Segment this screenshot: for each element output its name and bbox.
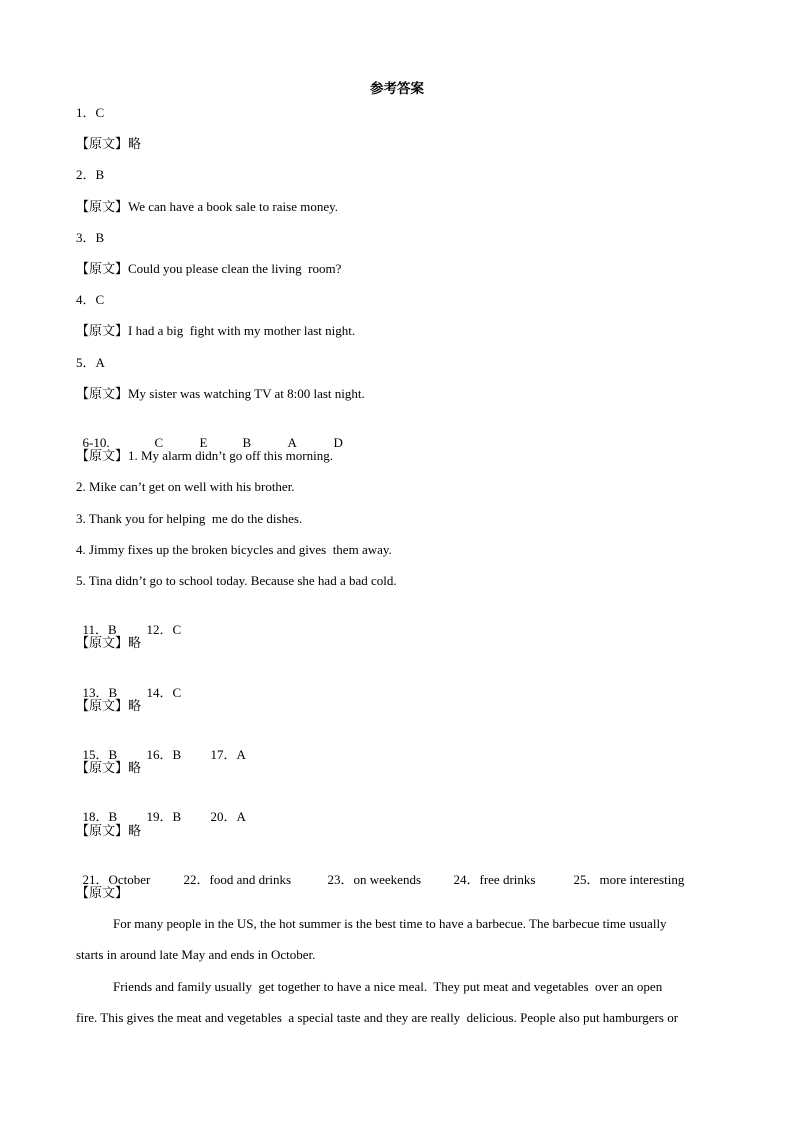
answer-item: D (333, 435, 343, 450)
transcript-line: 5. Tina didn’t go to school today. Because she had a bad cold. (76, 573, 397, 588)
transcript-line: 【原文】My sister was watching TV at 8:00 last night. (76, 386, 365, 401)
answer-item: 17．A (210, 747, 246, 762)
transcript-line: 【原文】略 (76, 635, 142, 650)
answer-item: C (154, 435, 164, 450)
answer-line: 2．B (76, 167, 105, 182)
transcript-line: 【原文】 (76, 885, 129, 900)
transcript-line: 【原文】1. My alarm didn’t go off this morning. (76, 448, 333, 463)
answer-line: 4．C (76, 292, 105, 307)
passage-line: starts in around late May and ends in October. (76, 947, 316, 962)
transcript-line: 【原文】略 (76, 760, 142, 775)
answer-line-15-17 (76, 728, 246, 762)
transcript-line: 【原文】略 (76, 136, 142, 151)
answer-item: B (242, 435, 252, 450)
transcript-line: 【原文】略 (76, 698, 142, 713)
answer-item: 12．C (146, 622, 182, 637)
answer-item: A (287, 435, 297, 450)
answer-line: 5．A (76, 355, 105, 370)
answer-item: 13．B (82, 685, 118, 700)
answer-item: 14．C (146, 685, 182, 700)
answer-item: 20．A (210, 809, 246, 824)
page-title: 参考答案 (370, 81, 424, 96)
passage-line: fire. This gives the meat and vegetables a special taste and they are really delicious. People also put hamburgers or (76, 1010, 679, 1025)
answer-item: 24．free drinks (453, 872, 536, 887)
answer-item: 19．B (146, 809, 182, 824)
answer-item: 18．B (82, 809, 118, 824)
answer-item: E (199, 435, 208, 450)
answer-item: 23．on weekends (327, 872, 422, 887)
answer-line: 1．C (76, 105, 105, 120)
answer-line-13-14 (76, 666, 182, 700)
answer-item: 21．October (82, 872, 151, 887)
answer-line-18-20 (76, 790, 246, 824)
answer-item: 15．B (82, 747, 118, 762)
transcript-line: 【原文】Could you please clean the living room? (76, 261, 342, 276)
transcript-line: 4. Jimmy fixes up the broken bicycles and gives them away. (76, 542, 392, 557)
answer-item: 11．B (82, 622, 117, 637)
transcript-line: 2. Mike can’t get on well with his brother. (76, 479, 295, 494)
answer-line: 3．B (76, 230, 105, 245)
transcript-line: 【原文】I had a big fight with my mother last night. (76, 323, 356, 338)
transcript-line: 3. Thank you for helping me do the dishes. (76, 511, 303, 526)
answer-line-11-12 (76, 603, 182, 637)
answer-range-label: 6-10. (82, 435, 110, 450)
answer-item: 16．B (146, 747, 182, 762)
answer-line-6-10 (76, 416, 343, 450)
answer-line-21-25 (76, 853, 685, 887)
passage-line: For many people in the US, the hot summer is the best time to have a barbecue. The barbecue time usually (113, 916, 667, 931)
answer-item: 22．food and drinks (183, 872, 292, 887)
passage-line: Friends and family usually get together to have a nice meal. They put meat and vegetables over an open (113, 979, 663, 994)
transcript-line: 【原文】略 (76, 823, 142, 838)
answer-item: 25．more interesting (573, 872, 685, 887)
transcript-line: 【原文】We can have a book sale to raise money. (76, 199, 338, 214)
